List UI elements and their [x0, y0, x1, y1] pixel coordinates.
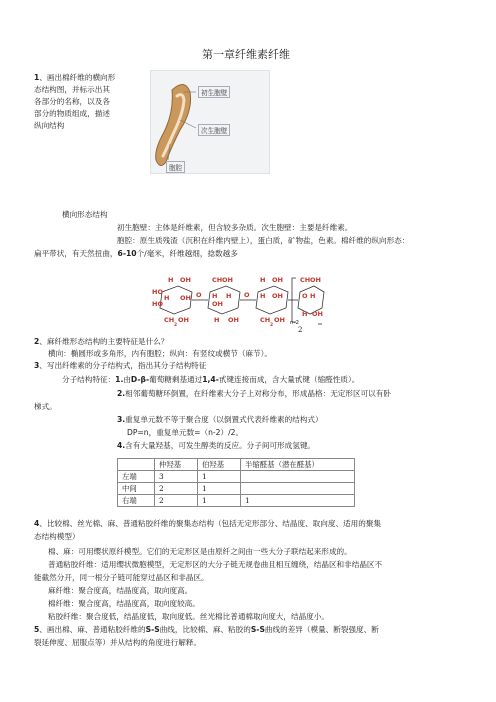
svg-text:O: O [196, 291, 202, 299]
q1-answer-line3: 扁平带状，有天然扭曲，6-10个/毫米，纤维越细，捻数越多 [34, 249, 238, 258]
svg-text:O: O [302, 292, 308, 300]
table-cell: 2 [155, 495, 198, 507]
svg-text:H: H [164, 294, 170, 302]
cellulose-structure [150, 270, 326, 332]
q4-line1: 4、比较棉、丝光棉、麻、普通粘胶纤维的聚集态结构（包括无定形部分、结晶度、取向度、适用的聚集 [34, 519, 382, 528]
svg-text:H: H [260, 276, 266, 284]
q2-line2: 横向：椭圆形或多角形，内有胞腔；纵向：有竖纹或横节（麻节）。 [48, 349, 273, 358]
table-header-cell: 仲羟基 [155, 459, 198, 471]
q1-number: 1 [34, 73, 40, 82]
svg-text:2: 2 [270, 323, 274, 328]
label-primary-wall: 初生胞壁 [198, 86, 230, 98]
hydroxyl-table [117, 458, 355, 507]
svg-text:H: H [260, 292, 266, 300]
table-row [118, 495, 355, 507]
q4-line3: 棉、麻：可用缨状原纤模型。它们的无定形区是由原纤之间由一些大分子联结起来形成的。 [48, 547, 352, 556]
svg-text:CH: CH [300, 276, 311, 284]
cotton-fiber-figure [150, 70, 270, 174]
svg-text:OH: OH [180, 276, 191, 284]
q5-line2: 裂延伸度、屈服点等）并从结构的角度进行解释。 [34, 638, 202, 647]
q1-answer-heading: 横向形态结构 [62, 210, 108, 219]
svg-text:HO: HO [152, 300, 163, 308]
table-header-cell [118, 459, 155, 471]
cellulose-formula-drawing [150, 270, 326, 332]
svg-text:HO: HO [152, 288, 163, 296]
table-cell: 1 [241, 495, 355, 507]
q4-line5: 能截然分开，同一根分子链可能穿过晶区和非晶区。 [34, 573, 209, 582]
svg-text:O: O [244, 291, 250, 299]
q4-line6: 麻纤维：聚合度高，结晶度高，取向度高。 [48, 586, 193, 595]
table-cell: 右端 [118, 495, 155, 507]
svg-text:OH: OH [310, 276, 321, 284]
svg-text:H: H [214, 316, 220, 324]
svg-text:OH: OH [274, 316, 285, 324]
table-cell [241, 483, 355, 495]
q3-item2-cont: 梯式。 [34, 402, 57, 411]
table-header-cell: 伯羟基 [198, 459, 241, 471]
q3-item3-formula: DP=n，重复单元数=（n-2）/2。 [127, 428, 244, 437]
q3-item3: 3.重复单元数不等于聚合度（以倒置式代表纤维素的结构式） [117, 415, 323, 424]
q1-answer-line1: 初生胞壁：主体是纤维素，但含较多杂质。次生胞壁：主要是纤维素。 [117, 223, 353, 232]
q3-line1: 3、写出纤维素的分子结构式，指出其分子结构特征 [34, 361, 207, 370]
svg-text:CH: CH [212, 276, 223, 284]
q1-line4: 部分的物质组成，描述 [34, 109, 110, 118]
table-cell: 1 [198, 483, 241, 495]
svg-text:OH: OH [228, 316, 239, 324]
svg-text:OH: OH [272, 292, 283, 300]
svg-text:OH: OH [312, 310, 323, 318]
svg-text:OH: OH [178, 316, 189, 324]
svg-text:OH: OH [212, 300, 223, 308]
svg-text:OH: OH [272, 276, 283, 284]
q4-line2: 态结构模型） [34, 532, 80, 541]
table-cell: 1 [198, 471, 241, 483]
table-cell: 1 [198, 495, 241, 507]
table-cell: 3 [155, 471, 198, 483]
svg-text:H: H [310, 292, 316, 300]
q4-line4: 普通粘胶纤维：适用缨状微胞模型，无定形区的大分子链无规卷曲且相互缠绕，结晶区和非结晶区不 [48, 560, 383, 569]
q2-line1: 2、麻纤维形态结构的主要特征是什么？ [34, 337, 169, 346]
q1-answer-line2: 胞腔：原生质残渣（沉积在纤维内壁上），蛋白质，矿物盐，色素。棉纤维的纵向形态： [117, 236, 410, 245]
table-cell: 左端 [118, 471, 155, 483]
q1-line2: 态结构图，并标示出其 [34, 85, 110, 94]
subscript-n-2: n-2 [290, 320, 299, 326]
svg-text:CH: CH [164, 316, 175, 324]
q1-line1: 1、画出棉纤维的横向形 [34, 73, 116, 82]
q5-line1: 5、画出棉、麻、普通粘胶纤维的S-S曲线，比较棉、麻、粘胶的S-S曲线的差异（模量、断裂强度、断 [34, 625, 379, 634]
ring-3 [256, 286, 288, 314]
svg-text:CH: CH [260, 316, 271, 324]
page-title: 第一章纤维素纤维 [202, 48, 290, 61]
subscript-2: 2 [298, 326, 303, 334]
q4-line8: 粘胶纤维：聚合度低，结晶度低，取向度低。丝光棉比普通棉取向度大，结晶度小。 [48, 612, 329, 621]
q3-line2: 分子结构特征：1.由D-β-葡萄糖剩基通过1,4-甙键连接而成，含大量甙键（缩醛性质）。 [62, 375, 360, 384]
svg-text:OH: OH [180, 294, 191, 302]
svg-text:H: H [302, 310, 308, 318]
q4-line7: 棉纤维：聚合度高，结晶度高，取向度较高。 [48, 599, 200, 608]
svg-text:H: H [226, 292, 232, 300]
table-header-cell: 半缩醛基（潜在醛基） [241, 459, 355, 471]
q3-item2: 2.相邻葡萄糖环倒置，在纤维素大分子上对称分布，形成晶格：无定形区可以有卧 [117, 389, 391, 398]
svg-text:OH: OH [222, 276, 233, 284]
label-lumen: 胞腔 [166, 161, 185, 173]
svg-text:H: H [168, 276, 174, 284]
label-secondary-wall: 次生胞壁 [198, 124, 230, 136]
table-cell [241, 471, 355, 483]
svg-text:H: H [212, 292, 218, 300]
table-header-row [118, 459, 355, 471]
q1-line3: 各部分的名称，以及各 [34, 97, 110, 106]
table-cell: 2 [155, 483, 198, 495]
q3-item4: 4.含有大量羟基，可发生醇类的反应。分子间可形成氢键。 [117, 441, 316, 450]
svg-text:2: 2 [174, 323, 178, 328]
q1-line5: 纵向结构 [34, 121, 65, 130]
table-row [118, 483, 355, 495]
table-cell: 中间 [118, 483, 155, 495]
table-row [118, 471, 355, 483]
